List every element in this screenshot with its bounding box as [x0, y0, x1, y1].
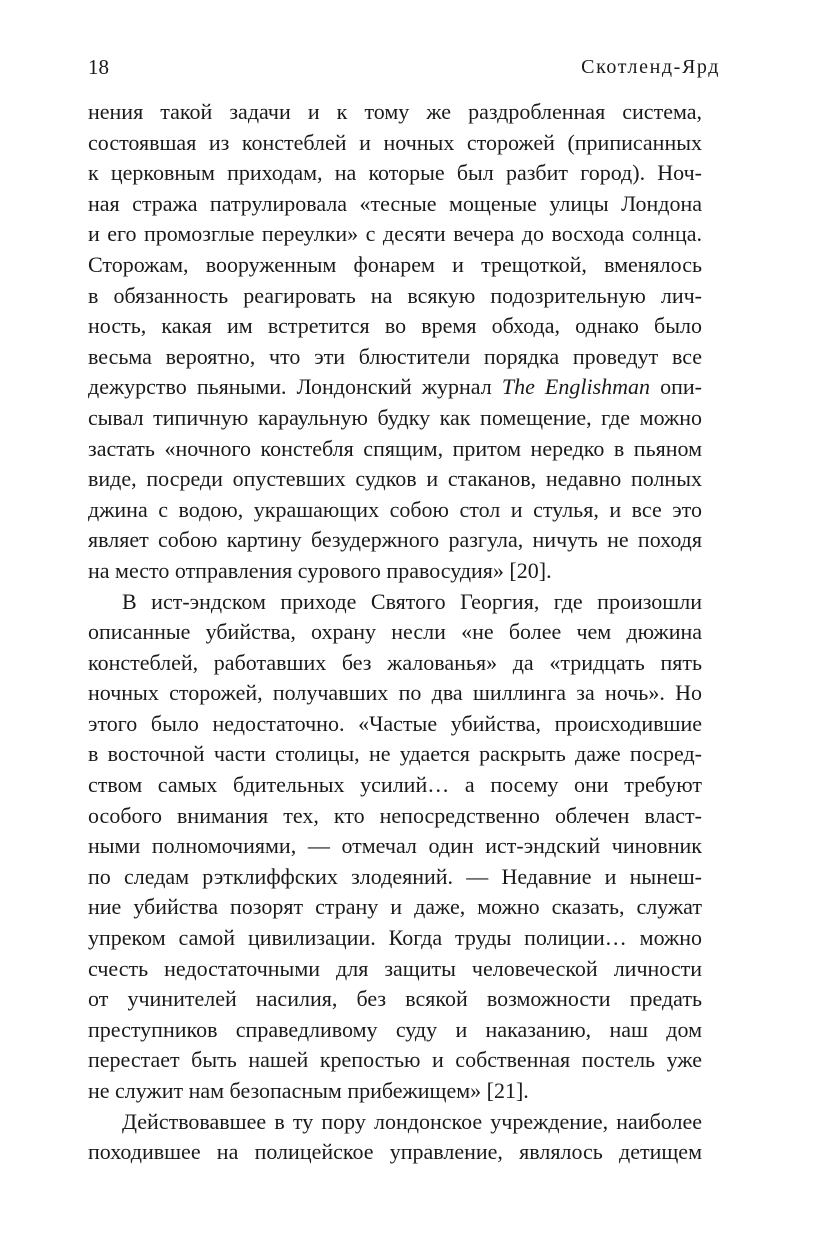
text-line: застать «ночного констебля спящим, притом нередко в пьяном [88, 435, 702, 461]
text-line: в обязанность реагировать на всякую подозрительную лич- [88, 282, 702, 308]
text-line: являет собою картину безудержного разгула, ничуть не походя [88, 527, 702, 553]
text-line: от учинителей насилия, без всякой возможности предать [88, 986, 702, 1012]
text-line: весьма вероятно, что эти блюстители порядка проведут все [88, 343, 702, 369]
text-line: и его промозглые переулки» с десяти вечера до восхода солнца. [88, 221, 702, 247]
text-line: не служит нам безопасным прибежищем» [21]. [88, 1078, 529, 1103]
text-line: перестает быть нашей крепостью и собственная постель уже [88, 1047, 702, 1073]
journal-title: The Englishman [501, 374, 651, 400]
text-line: этого было недостаточно. «Частые убийства, происходившие [88, 710, 702, 736]
text-line: походившее на полицейское управление, являлось детищем [88, 1139, 702, 1165]
text-line: состоявшая из констеблей и ночных сторожей (приписанных [88, 129, 702, 155]
text-line: Действовавшее в ту пору лондонское учреждение, наиболее [122, 1108, 702, 1134]
paragraph-1 [88, 97, 702, 587]
text-line: ность, какая им встретится во время обхода, однако было [88, 313, 702, 339]
paragraph-3 [88, 1107, 702, 1168]
text-line: ными полномочиями, — отмечал один ист-эндский чиновник [88, 833, 702, 859]
text-line: к церковным приходам, на которые был разбит город). Ноч- [88, 160, 702, 186]
text-line: джина с водою, украшающих собою стол и стулья, и все это [88, 496, 702, 522]
text-line: ночных сторожей, получавших по два шиллинга за ночь». Но [88, 680, 702, 706]
text-line: особого внимания тех, кто непосредственно облечен власт- [88, 802, 702, 828]
text-line: описанные убийства, охрану несли «не более чем дюжина [88, 619, 702, 645]
text-line: ние убийства позорят страну и даже, можно сказать, служат [88, 894, 702, 920]
text-line: упреком самой цивилизации. Когда труды полиции… можно [88, 925, 702, 951]
page-number: 18 [88, 55, 109, 79]
text-line: в восточной части столицы, не удается раскрыть даже посред- [88, 741, 702, 767]
text-line: преступников справедливому суду и наказанию, наш дом [88, 1016, 702, 1042]
text-line: нения такой задачи и к тому же раздробленная система, [88, 99, 702, 124]
text-line: ством самых бдительных усилий… а посему они требуют [88, 772, 702, 798]
text-line: виде, посреди опустевших судков и стаканов, недавно полных [88, 466, 702, 492]
paragraph-2 [88, 587, 702, 1107]
running-head [88, 54, 720, 80]
text-line: В ист-эндском приходе Святого Георгия, где произошли [122, 588, 702, 614]
text-line: констеблей, работавших без жалованья» да «тридцать пять [88, 649, 702, 675]
text-line: дежурство пьяными. Лондонский журнал The Englishman опи- [88, 374, 702, 400]
text-line: Сторожам, вооруженным фонарем и трещоткой, вменялось [88, 251, 702, 277]
text-line: сывал типичную караульную будку как помещение, где можно [88, 404, 702, 430]
text-line: счесть недостаточными для защиты человеческой личности [88, 955, 702, 981]
running-title: Скотленд-Ярд [581, 56, 720, 78]
body-text [88, 97, 702, 1168]
text-line: на место отправления сурового правосудия» [20]. [88, 557, 552, 583]
text-line: по следам рэтклиффских злодеяний. — Недавние и нынеш- [88, 863, 702, 889]
text-line: ная стража патрулировала «тесные мощеные улицы Лондона [88, 190, 702, 216]
